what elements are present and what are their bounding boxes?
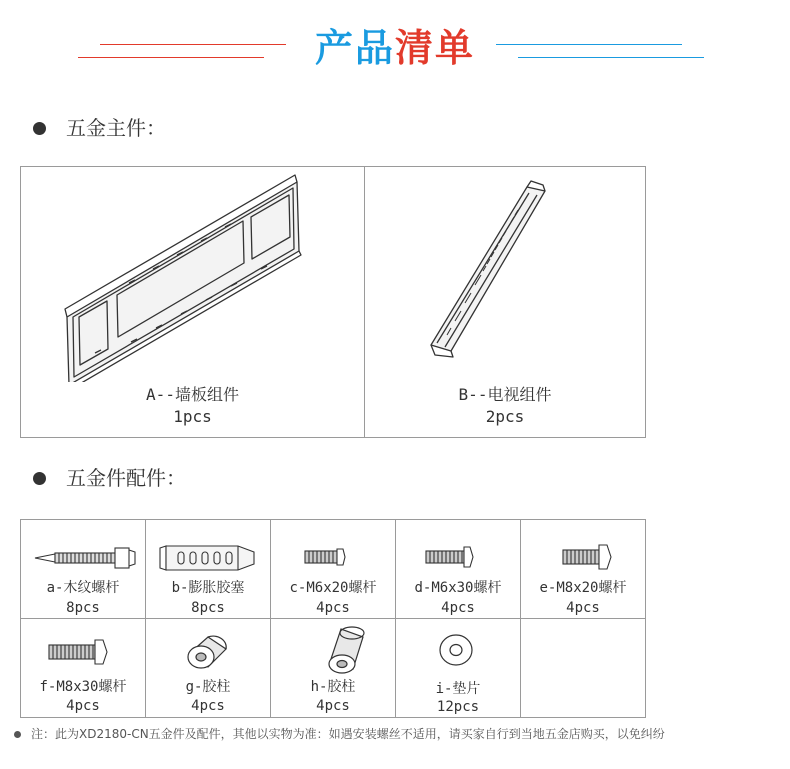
accessory-d-qty: 4pcs	[441, 600, 475, 616]
accessory-a	[21, 520, 145, 618]
title-rule-red-lower	[78, 57, 264, 58]
accessory-i-name: i-垫片	[435, 681, 481, 697]
accessory-c-qty: 4pcs	[316, 600, 350, 616]
bullet-icon	[14, 731, 21, 738]
accessory-a-qty: 8pcs	[66, 600, 100, 616]
tv-bracket-icon	[365, 167, 645, 382]
section-heading-accessories	[33, 464, 186, 492]
m8x30-bolt-icon	[21, 623, 145, 673]
accessory-g	[146, 619, 270, 717]
bullet-icon	[33, 122, 46, 135]
m6x20-bolt-icon	[271, 528, 395, 578]
main-part-a	[21, 167, 364, 437]
main-parts-table	[20, 166, 646, 438]
main-part-a-qty: 1pcs	[173, 407, 212, 426]
main-part-b	[365, 167, 645, 437]
bullet-icon	[33, 472, 46, 485]
wall-plate-icon	[21, 167, 364, 382]
accessory-g-name: g-胶柱	[185, 679, 231, 695]
accessory-f-name: f-M8x30螺杆	[39, 679, 127, 695]
expansion-plug-icon	[146, 528, 270, 578]
page-title-part2: 清单	[395, 26, 476, 70]
accessory-h	[271, 619, 395, 717]
accessory-b-qty: 8pcs	[191, 600, 225, 616]
title-rule-blue-lower	[518, 57, 704, 58]
main-part-a-name: A--墙板组件	[146, 385, 239, 404]
accessory-f	[21, 619, 145, 717]
accessory-b	[146, 520, 270, 618]
footnote	[14, 726, 665, 742]
accessory-d-name: d-M6x30螺杆	[414, 580, 502, 596]
section-heading-accessories-label: 五金件配件：	[66, 466, 186, 490]
accessory-e-name: e-M8x20螺杆	[539, 580, 627, 596]
page-title	[0, 22, 790, 74]
washer-icon	[396, 623, 520, 675]
accessory-i-qty: 12pcs	[436, 699, 480, 715]
accessory-e-qty: 4pcs	[566, 600, 600, 616]
accessory-i	[396, 619, 520, 717]
section-heading-main-parts-label: 五金主件：	[66, 116, 166, 140]
accessory-d	[396, 520, 520, 618]
accessory-e	[521, 520, 645, 618]
main-part-b-qty: 2pcs	[485, 407, 525, 426]
accessory-a-name: a-木纹螺杆	[46, 580, 120, 596]
accessory-h-qty: 4pcs	[316, 698, 350, 714]
title-rule-red-upper	[100, 44, 286, 45]
accessory-c-name: c-M6x20螺杆	[289, 580, 377, 596]
accessory-f-qty: 4pcs	[66, 698, 100, 714]
main-part-b-name: B--电视组件	[458, 385, 552, 404]
accessory-b-name: b-膨胀胶塞	[171, 580, 245, 596]
section-heading-main-parts	[33, 114, 166, 142]
accessories-table	[20, 519, 646, 718]
m6x30-bolt-icon	[396, 528, 520, 578]
accessory-c	[271, 520, 395, 618]
short-spacer-icon	[146, 623, 270, 675]
accessory-h-name: h-胶柱	[310, 679, 356, 695]
m8x20-bolt-icon	[521, 528, 645, 578]
long-spacer-icon	[271, 619, 395, 675]
accessory-empty-cell	[521, 619, 645, 717]
title-rule-blue-upper	[496, 44, 682, 45]
accessory-g-qty: 4pcs	[191, 698, 225, 714]
footnote-text: 注：此为XD2180-CN五金件及配件，其他以实物为准：如遇安装螺丝不适用，请买家自行到当地五金店购买，以免纠纷	[31, 727, 665, 741]
page-title-part1: 产品	[314, 26, 395, 70]
wood-screw-icon	[21, 528, 145, 578]
